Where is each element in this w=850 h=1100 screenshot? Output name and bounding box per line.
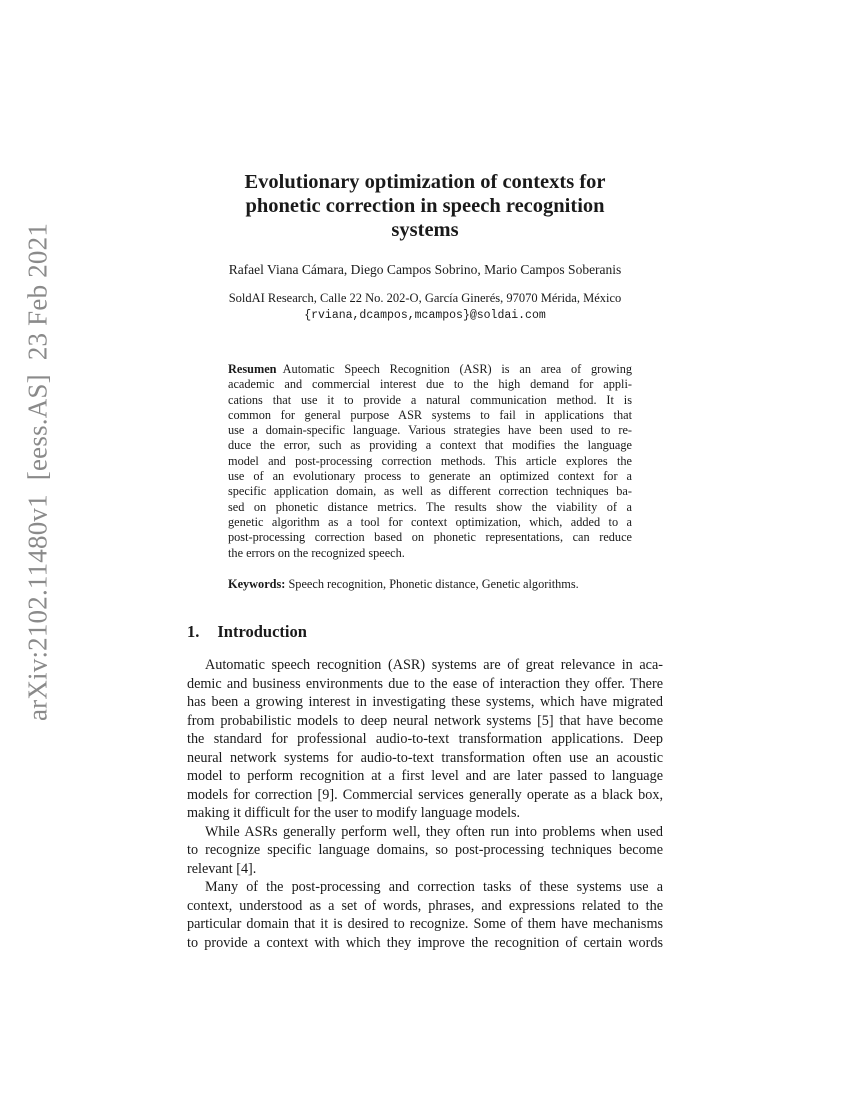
- body-line: demic and business environments due to the ease of interaction they offer. There: [187, 675, 663, 692]
- arxiv-id: arXiv:2102.11480v1: [22, 494, 53, 722]
- affiliation: SoldAI Research, Calle 22 No. 202-O, García Ginerés, 97070 Mérida, México: [228, 291, 622, 305]
- body-line: the standard for professional audio-to-text transformation applications. Deep: [187, 731, 663, 747]
- abstract-line: sed on phonetic distance metrics. The results show the viability of a: [228, 499, 632, 514]
- body-line: to recognize specific language domains, so post-processing techniques become: [187, 842, 663, 858]
- body-line: context, understood as a set of words, phrases, and expressions related to the: [187, 897, 663, 914]
- body-line: neural network systems for audio-to-text transformation often use an acoustic: [187, 749, 663, 766]
- abstract-line: use a domain-specific language. Various strategies have been used to re-: [228, 423, 632, 438]
- keywords: [228, 577, 579, 592]
- title-line: phonetic correction in speech recognition: [245, 195, 605, 217]
- abstract-line: the errors on the recognized speech.: [228, 545, 405, 560]
- body-line: models for correction [9]. Commercial services generally operate as a black box,: [187, 786, 663, 803]
- body-line: particular domain that it is desired to recognize. Some of them have mechanisms: [187, 916, 663, 932]
- abstract-line: [228, 362, 632, 377]
- email: {rviana,dcampos,mcampos}@soldai.com: [304, 309, 546, 322]
- abstract-line: use of an evolutionary process to generate an optimized context for a: [228, 469, 632, 484]
- abstract-line: duce the error, such as providing a context that modifies the language: [228, 438, 632, 453]
- abstract-line: cations that use it to provide a natural communication method. It is: [228, 392, 632, 407]
- abstract: [228, 362, 632, 561]
- arxiv-date: 23 Feb 2021: [22, 222, 53, 361]
- paragraph: [187, 878, 663, 952]
- body-line: to provide a context with which they improve the recognition of certain words: [187, 934, 663, 951]
- abstract-label: Resumen: [228, 362, 277, 376]
- abstract-line: post-processing correction based on phonetic representations, can reduce: [228, 530, 632, 545]
- body-line: model to perform recognition at a first level and are later passed to language: [187, 768, 663, 784]
- abstract-line: genetic algorithm as a tool for context optimization, which, added to a: [228, 514, 632, 529]
- body-line: Many of the post-processing and correction tasks of these systems use a: [205, 879, 663, 895]
- authors: Rafael Viana Cámara, Diego Campos Sobrino, Mario Campos Soberanis: [228, 262, 622, 277]
- title-line: Evolutionary optimization of contexts for: [244, 171, 606, 193]
- affiliation-block: [0, 290, 850, 324]
- abstract-line: academic and commercial interest due to the high demand for appli-: [228, 377, 632, 392]
- keywords-text: Speech recognition, Phonetic distance, Genetic algorithms.: [288, 577, 579, 591]
- body-line: Automatic speech recognition (ASR) systems are of great relevance in aca-: [205, 657, 663, 673]
- paper-title: [0, 170, 850, 242]
- abstract-line: specific application domain, as well as different correction techniques ba-: [228, 484, 632, 499]
- section-number: 1.: [187, 622, 200, 641]
- section-heading: [187, 622, 307, 642]
- body-line: has been a growing interest in investigating these systems, which have migrated: [187, 694, 663, 710]
- section-title: Introduction: [217, 622, 307, 641]
- paragraph: [187, 656, 663, 823]
- abstract-line: common for general purpose ASR systems to fail in applications that: [228, 407, 632, 422]
- arxiv-category: [eess.AS]: [22, 374, 53, 481]
- paragraph: [187, 823, 663, 879]
- body-line: relevant [4].: [187, 860, 257, 877]
- body-line: from probabilistic models to deep neural network systems [5] that have become: [187, 712, 663, 729]
- keywords-label: Keywords:: [228, 577, 286, 591]
- abstract-line-text: Automatic Speech Recognition (ASR) is an area of growing: [282, 362, 632, 376]
- title-line: systems: [391, 219, 459, 241]
- abstract-line: model and post-processing correction methods. This article explores the: [228, 453, 632, 468]
- body-line: making it difficult for the user to modify language models.: [187, 805, 521, 821]
- body-line: While ASRs generally perform well, they often run into problems when used: [205, 823, 663, 840]
- body-text: [187, 656, 663, 952]
